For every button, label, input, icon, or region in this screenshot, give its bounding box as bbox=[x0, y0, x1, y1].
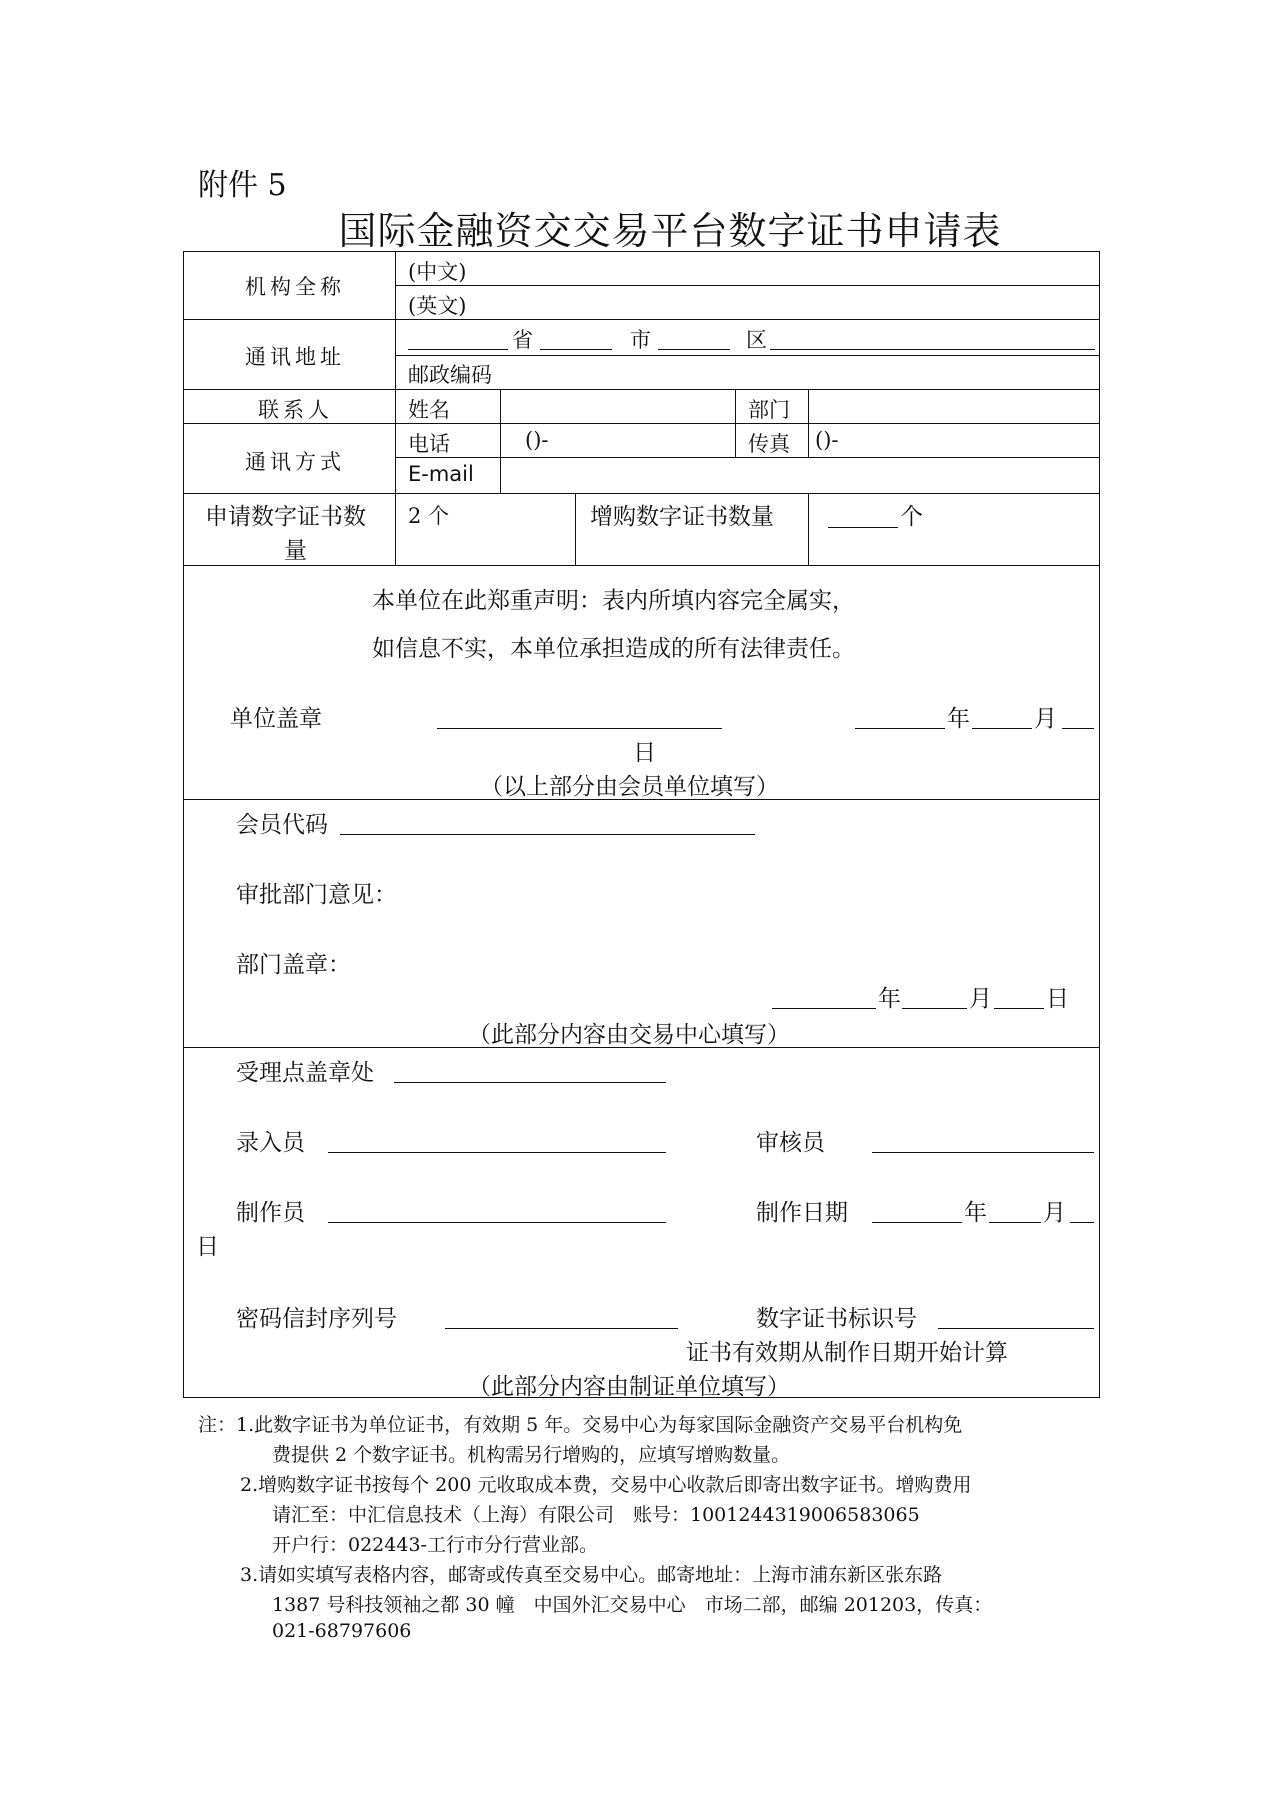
email-label: E-mail bbox=[408, 462, 474, 486]
center-year-label: 年 bbox=[878, 986, 901, 1012]
make-day-blank[interactable] bbox=[1070, 1222, 1094, 1223]
make-date-label: 制作日期 bbox=[756, 1200, 848, 1226]
note-2a: 2.增购数字证书按每个 200 元收取成本费，交易中心收款后即寄出数字证书。增购费用 bbox=[240, 1474, 972, 1496]
phone-input[interactable]: ()- bbox=[525, 428, 549, 452]
center-day-blank[interactable] bbox=[994, 1008, 1044, 1009]
acceptance-seal-blank[interactable] bbox=[394, 1082, 666, 1083]
center-year-blank[interactable] bbox=[772, 1008, 876, 1009]
decl-month-label: 月 bbox=[1034, 706, 1057, 732]
dept-seal-label: 部门盖章： bbox=[236, 952, 351, 978]
note-3a: 3.请如实填写表格内容，邮寄或传真至交易中心。邮寄地址：上海市浦东新区张东路 bbox=[240, 1564, 943, 1586]
cert-id-input[interactable] bbox=[938, 1328, 1094, 1329]
extra-count-label: 增购数字证书数量 bbox=[590, 504, 774, 530]
make-day-label: 日 bbox=[196, 1234, 219, 1260]
approval-label: 审批部门意见： bbox=[236, 882, 397, 908]
unit-seal-blank[interactable] bbox=[437, 728, 722, 729]
issuer-fill-note: （此部分内容由制证单位填写） bbox=[468, 1374, 790, 1400]
apply-count-label-2: 量 bbox=[284, 538, 307, 564]
decl-year-label: 年 bbox=[947, 706, 970, 732]
declaration-line2: 如信息不实，本单位承担造成的所有法律责任。 bbox=[372, 636, 855, 662]
province-blank[interactable] bbox=[408, 349, 508, 350]
district-blank[interactable] bbox=[770, 349, 1095, 350]
attachment-label: 附件 5 bbox=[198, 168, 287, 203]
note-1b: 费提供 2 个数字证书。机构需另行增购的，应填写增购数量。 bbox=[272, 1444, 791, 1466]
decl-day-blank[interactable] bbox=[1062, 728, 1094, 729]
org-name-en-field[interactable]: (英文) bbox=[408, 294, 467, 318]
member-code-label: 会员代码 bbox=[236, 812, 328, 838]
contact-label: 联系人 bbox=[258, 398, 333, 422]
envelope-serial-label: 密码信封序列号 bbox=[236, 1306, 397, 1332]
note-2b: 请汇至：中汇信息技术（上海）有限公司 账号：1001244319006583065 bbox=[272, 1504, 920, 1526]
make-month-blank[interactable] bbox=[989, 1222, 1041, 1223]
name-input[interactable] bbox=[510, 392, 730, 420]
phone-label: 电话 bbox=[408, 432, 450, 456]
make-year-label: 年 bbox=[964, 1200, 987, 1226]
cert-id-label: 数字证书标识号 bbox=[756, 1306, 917, 1332]
reviewer-label: 审核员 bbox=[756, 1130, 825, 1156]
name-label: 姓名 bbox=[408, 398, 450, 422]
note-3c: 021-68797606 bbox=[272, 1620, 412, 1642]
email-input[interactable] bbox=[510, 460, 1095, 490]
member-code-input[interactable] bbox=[340, 834, 755, 835]
member-fill-note: （以上部分由会员单位填写） bbox=[480, 774, 779, 800]
reviewer-input[interactable] bbox=[872, 1152, 1094, 1153]
validity-note: 证书有效期从制作日期开始计算 bbox=[686, 1340, 1008, 1366]
dept-label: 部门 bbox=[748, 398, 790, 422]
page-title: 国际金融资交交易平台数字证书申请表 bbox=[338, 209, 1002, 253]
fax-input[interactable]: ()- bbox=[815, 428, 839, 452]
apply-count-value: 2 个 bbox=[408, 504, 450, 528]
entry-clerk-input[interactable] bbox=[328, 1152, 666, 1153]
center-month-label: 月 bbox=[969, 986, 992, 1012]
dept-input[interactable] bbox=[815, 392, 1095, 420]
center-month-blank[interactable] bbox=[902, 1008, 967, 1009]
maker-input[interactable] bbox=[328, 1222, 666, 1223]
acceptance-seal-label: 受理点盖章处 bbox=[236, 1060, 374, 1086]
extra-count-unit: 个 bbox=[900, 504, 923, 530]
unit-seal-label: 单位盖章 bbox=[230, 706, 322, 732]
make-month-label: 月 bbox=[1043, 1200, 1066, 1226]
table-border-top bbox=[183, 251, 1100, 252]
apply-count-label: 申请数字证书数 bbox=[205, 504, 366, 530]
comm-label: 通讯方式 bbox=[245, 450, 345, 474]
note-3b: 1387 号科技领袖之都 30 幢 中国外汇交易中心 市场二部，邮编 201203，传真： bbox=[272, 1594, 993, 1616]
declaration-line1: 本单位在此郑重声明：表内所填内容完全属实， bbox=[372, 588, 855, 614]
note-1a: 注：1.此数字证书为单位证书，有效期 5 年。交易中心为每家国际金融资产交易平台机构免 bbox=[198, 1414, 963, 1436]
postcode-label: 邮政编码 bbox=[408, 363, 492, 387]
decl-year-blank[interactable] bbox=[855, 728, 945, 729]
extra-count-input[interactable] bbox=[828, 527, 898, 528]
address-label: 通讯地址 bbox=[245, 345, 345, 369]
org-name-label: 机构全称 bbox=[245, 275, 345, 299]
district-label: 区 bbox=[746, 328, 767, 352]
org-name-cn-field[interactable]: (中文) bbox=[408, 260, 467, 284]
decl-day-label: 日 bbox=[633, 740, 656, 766]
city-label: 市 bbox=[630, 328, 651, 352]
city-blank[interactable] bbox=[540, 349, 612, 350]
maker-label: 制作员 bbox=[236, 1200, 305, 1226]
envelope-serial-input[interactable] bbox=[445, 1328, 678, 1329]
city-blank-2[interactable] bbox=[658, 349, 730, 350]
note-2c: 开户行：022443-工行市分行营业部。 bbox=[272, 1534, 598, 1556]
entry-clerk-label: 录入员 bbox=[236, 1130, 305, 1156]
make-year-blank[interactable] bbox=[872, 1222, 962, 1223]
fax-label: 传真 bbox=[748, 432, 790, 456]
center-fill-note: （此部分内容由交易中心填写） bbox=[468, 1022, 790, 1048]
province-label: 省 bbox=[512, 328, 533, 352]
decl-month-blank[interactable] bbox=[972, 728, 1032, 729]
center-day-label: 日 bbox=[1046, 986, 1069, 1012]
